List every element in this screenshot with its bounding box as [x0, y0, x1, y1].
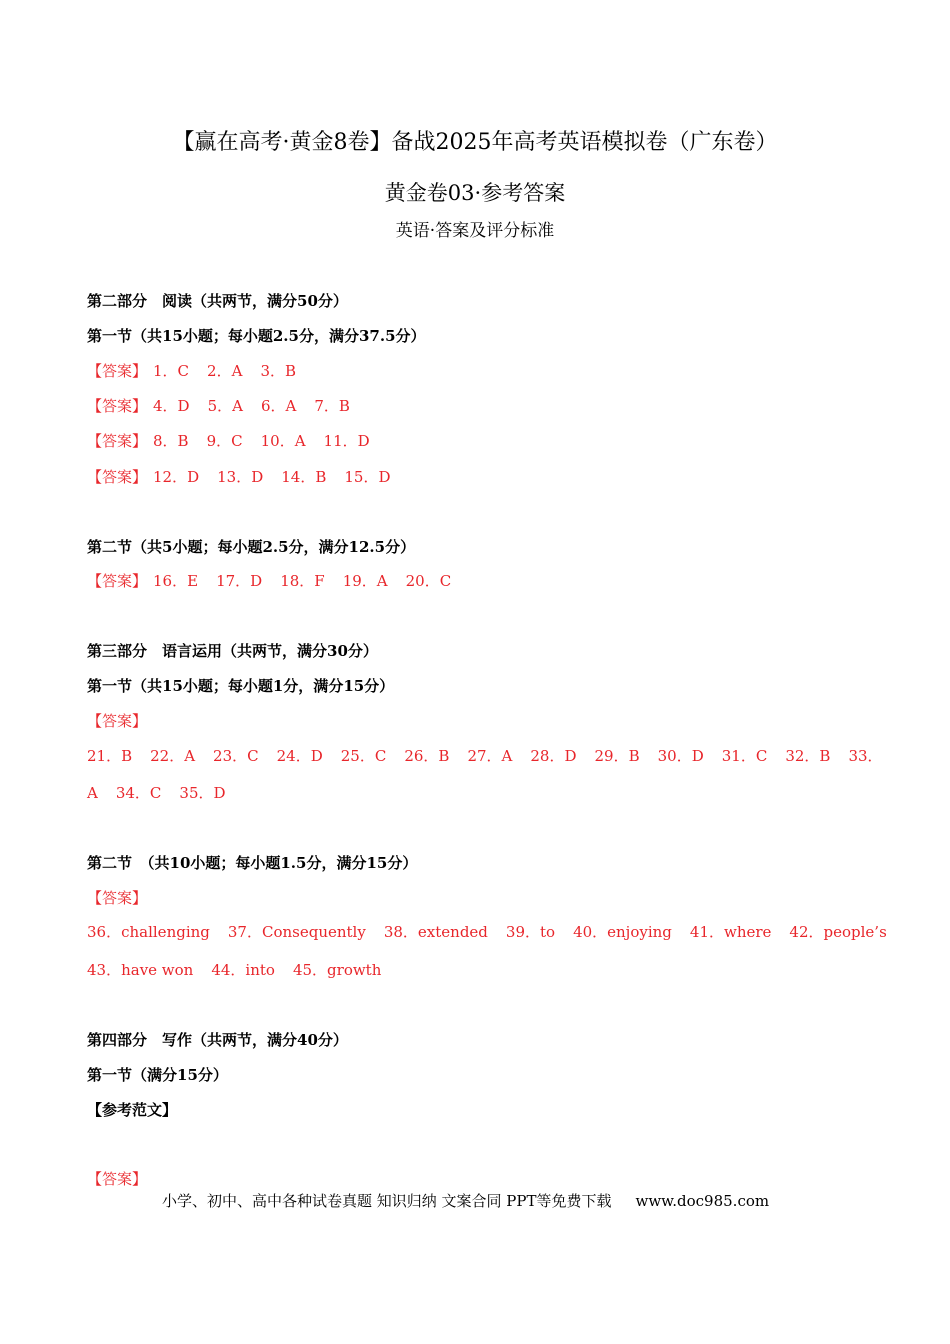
answer-row: 【答案】 1．C 2．A 3．B	[87, 362, 297, 380]
part2-sec1-heading: 第一节（共15小题；每小题2.5分，满分37.5分）	[87, 327, 426, 345]
answer-label: 【答案】	[87, 712, 148, 730]
part2-heading: 第二部分 阅读（共两节，满分50分）	[87, 292, 348, 310]
footer-url[interactable]: www.doc985.com	[635, 1192, 770, 1210]
answer-label: 【答案】	[87, 468, 148, 486]
answer-label: 【答案】	[87, 572, 148, 590]
part3-sec2-heading: 第二节 （共10小题；每小题1.5分，满分15分）	[87, 854, 418, 872]
answer-row: 36．challenging 37．Consequently 38．extended 39．to 40．enjoying 41．where 42．people’s	[87, 923, 887, 941]
document-subtitle: 黄金卷03·参考答案	[384, 181, 566, 205]
part4-sec1-heading: 第一节（满分15分）	[87, 1066, 228, 1084]
document-title: 【赢在高考·黄金8卷】备战2025年高考英语模拟卷（广东卷）	[172, 130, 778, 155]
part3-heading: 第三部分 语言运用（共两节，满分30分）	[87, 642, 378, 660]
answer-label: 【答案】	[87, 397, 148, 415]
answer-row: 43．have won 44．into 45．growth	[87, 961, 382, 979]
document-subtitle-2: 英语·答案及评分标准	[395, 221, 555, 241]
part4-heading: 第四部分 写作（共两节，满分40分）	[87, 1031, 348, 1049]
answer-row: 【答案】 16．E 17．D 18．F 19．A 20．C	[87, 572, 452, 590]
answer-label: 【答案】	[87, 362, 148, 380]
footer	[162, 1190, 769, 1211]
answer-label: 【答案】	[87, 1170, 148, 1188]
answer-row: 【答案】 4．D 5．A 6．A 7．B	[87, 397, 350, 415]
answer-label: 【答案】	[87, 889, 148, 907]
answer-label: 【答案】	[87, 432, 148, 450]
part2-sec2-heading: 第二节（共5小题；每小题2.5分，满分12.5分）	[87, 538, 416, 556]
sample-essay-label: 【参考范文】	[87, 1101, 178, 1119]
answer-row: 【答案】 12．D 13．D 14．B 15．D	[87, 468, 391, 486]
answer-row: 21．B 22．A 23．C 24．D 25．C 26．B 27．A 28．D 29．B 30．D 31．C 32．B 33．	[87, 747, 883, 765]
answer-row: 【答案】 8．B 9．C 10．A 11．D	[87, 432, 370, 450]
footer-text: 小学、初中、高中各种试卷真题 知识归纳 文案合同 PPT等免费下载	[162, 1192, 612, 1210]
part3-sec1-heading: 第一节（共15小题；每小题1分，满分15分）	[87, 677, 395, 695]
answer-row: A 34．C 35．D	[87, 784, 226, 802]
